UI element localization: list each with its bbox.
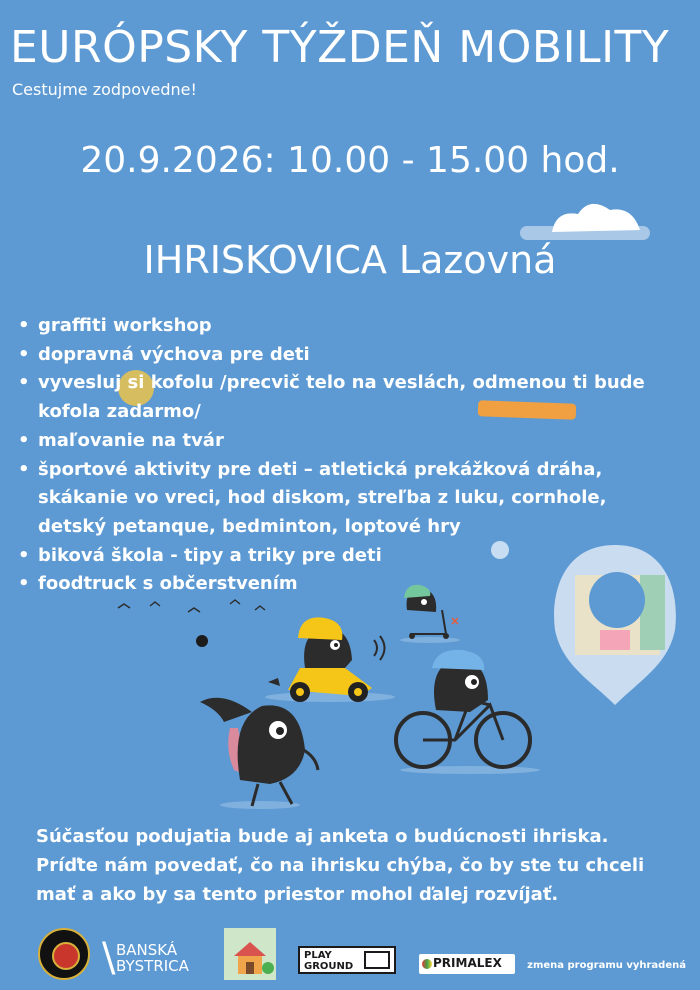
cyclist-icon (396, 650, 540, 774)
birds-decoration (118, 600, 265, 612)
activity-item: • graffiti workshop (16, 312, 666, 341)
activity-item: • vyvesluj si kofolu /precvič telo na veslách, odmenou ti bude kofola zadarmo/ (16, 369, 666, 426)
primalex-label: PRIMALEX (433, 956, 502, 970)
event-venue: IHRISKOVICA Lazovná (143, 238, 557, 282)
activity-item: • biková škola - tipy a triky pre deti (16, 542, 666, 571)
dark-dot (196, 635, 208, 647)
city-police-logo (38, 928, 90, 980)
activity-item: • dopravná výchova pre deti (16, 341, 666, 370)
cloud-icon (520, 204, 650, 240)
playground-logo (298, 946, 396, 974)
police-emblem-icon (52, 942, 80, 970)
playground-label: PLAY GROUND (304, 950, 354, 972)
banska-bystrica-label: BANSKÁ BYSTRICA (116, 941, 189, 975)
community-house-logo (224, 928, 276, 980)
primalex-dot-icon (422, 959, 432, 969)
scooter-rider-icon (265, 617, 395, 702)
footer-note: zmena programu vyhradená (527, 960, 686, 971)
activities-list (16, 312, 666, 599)
activity-item: • športové aktivity pre deti – atletická prekážková dráha, skákanie vo vreci, hod diskom, streľba z luku, cornhole, detský petanque, bedminton, loptové hry (16, 456, 666, 542)
walking-girl-icon (200, 698, 318, 809)
activity-item: • maľovanie na tvár (16, 427, 666, 456)
event-datetime: 20.9.2026: 10.00 - 15.00 hod. (80, 140, 620, 181)
poster-subtitle: Cestujme zodpovedne! (12, 80, 197, 99)
survey-paragraph: Súčasťou podujatia bude aj anketa o budúcnosti ihriska. Príďte nám povedať, čo na ihrisku chýba, čo by ste tu chceli mať a ako by sa tento priestor mohol ďalej rozvíjať. (36, 826, 645, 905)
primalex-logo (419, 954, 515, 974)
playground-grid-icon (364, 951, 390, 969)
activity-item: • foodtruck s občerstvením (16, 570, 666, 599)
slash-mark-icon: \ (102, 935, 116, 981)
poster-title: EURÓPSKY TÝŽDEŇ MOBILITY (10, 22, 670, 73)
